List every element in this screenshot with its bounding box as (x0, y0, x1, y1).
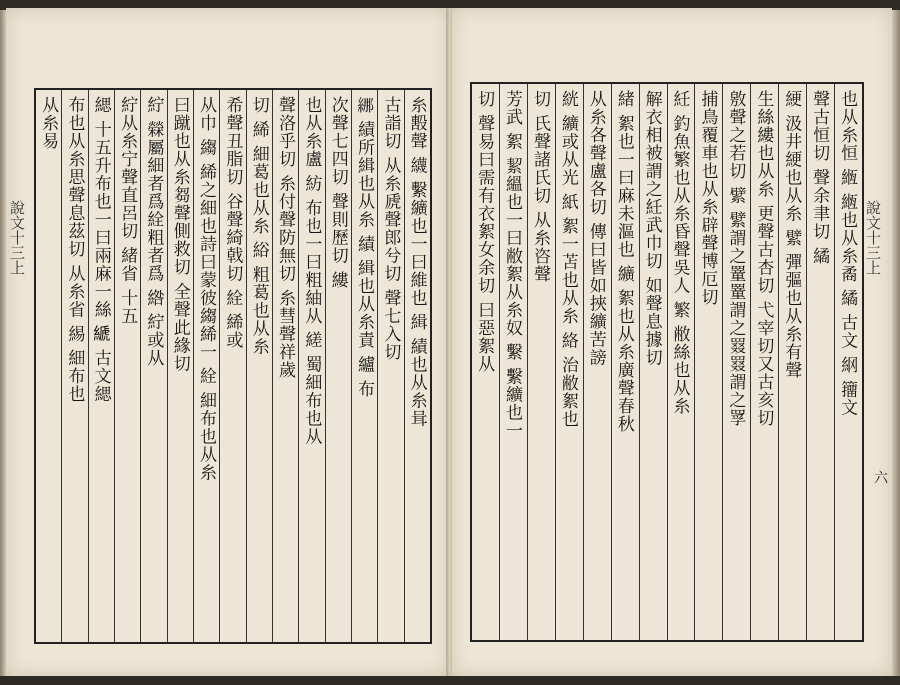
column-text: 也从糸盧 紡 布也一曰粗紬从 縒 蜀細布也从 (301, 96, 322, 446)
column-text: 綆 汲井綆也从糸 繴 彈彄也从糸有聲 (781, 90, 802, 380)
text-column (167, 90, 193, 642)
text-column (834, 84, 862, 640)
text-column (351, 90, 377, 642)
column-text: 紵从糸宁聲直呂切 緒省 十五 (117, 96, 138, 325)
text-column (639, 84, 667, 640)
column-text: 捕鳥覆車也从糸辟聲博厄切 (697, 90, 718, 306)
text-column (114, 90, 140, 642)
column-text: 絖 纊或从光 紙 絮一苫也从糸 絡 治敝絮也 (557, 90, 578, 429)
text-column (611, 84, 639, 640)
column-text: 切 絺 細葛也从糸 綌 粗葛也从糸 (248, 96, 269, 356)
left-columns (36, 90, 430, 642)
text-column (61, 90, 87, 642)
book-edge-right (892, 10, 900, 676)
column-text: 紝 釣魚繁也从糸昏聲吳人 繁 敝絲也从糸 (669, 90, 690, 416)
column-text: 緒 絮也一曰麻未漚也 纊 絮也从糸廣聲春秋 (613, 90, 634, 434)
text-column (555, 84, 583, 640)
column-text: 𦀨 績所緝也从糸 績 緝也从糸責 纑 布 (354, 96, 375, 399)
column-text: 解衣相被謂之紝武巾切 如聲息據切 (641, 90, 662, 367)
column-text: 曰蹴也从糸芻聲側救切 全聲此緣切 (169, 96, 190, 373)
column-text: 紵 檾屬細者爲絟粗者爲 綹 紵或从 (143, 96, 164, 368)
left-margin-label: 說文十三上 (8, 200, 26, 275)
text-column (88, 90, 114, 642)
text-column (472, 84, 499, 640)
text-column (750, 84, 778, 640)
column-text: 生絲縷也从糸 更聲古杏切 弋宰切又古亥切 (753, 90, 774, 427)
text-column (193, 90, 219, 642)
column-text: 希聲丑脂切 谷聲綺戟切 絟 絺或 (222, 96, 243, 350)
right-columns (472, 84, 862, 640)
column-text: 聲古恒切 聲余聿切 繘 (809, 90, 830, 265)
column-text: 古詣切 从糸虒聲郎兮切 聲七入切 (380, 96, 401, 361)
column-text: 切 氏聲諸氏切 从糸咨聲 (529, 90, 550, 283)
column-text: 聲洛乎切 糸付聲防無切 糸彗聲祥歲 (275, 96, 296, 379)
text-column (694, 84, 722, 640)
text-column (778, 84, 806, 640)
text-column (298, 90, 324, 642)
text-column (140, 90, 166, 642)
column-text: 糸毄聲 䌩 繫纊也一曰維也 緝 績也从糸咠 (406, 96, 427, 428)
text-column (246, 90, 272, 642)
text-column (272, 90, 298, 642)
column-text: 也从糸恒 緪 緪也从糸矞 繘 古文 䋄 籒文 (837, 90, 858, 417)
left-text-frame (34, 88, 432, 644)
column-text: 从巾 縐 絺之細也詩曰蒙彼縐絺一 絟 細布也从糸 (196, 96, 217, 482)
column-text: 从糸易 (38, 96, 59, 150)
text-column (36, 90, 61, 642)
text-column (527, 84, 555, 640)
text-column (667, 84, 695, 640)
text-column (806, 84, 834, 640)
column-text: 芳武 絮 絜縕也一曰敝絮从糸奴 繫 繫纊也一 (502, 90, 523, 440)
text-column (583, 84, 611, 640)
text-column (722, 84, 750, 640)
column-text: 次聲七四切 聲則歷切 縷 (327, 96, 348, 289)
text-column (325, 90, 351, 642)
text-column (219, 90, 245, 642)
column-text: 切 聲易曰需有衣絮女余切 曰惡絮从 (474, 90, 495, 373)
right-text-frame (470, 82, 864, 642)
right-margin-label: 說文十三上 (864, 200, 882, 275)
text-column (404, 90, 430, 642)
page-number: 六 (872, 470, 888, 484)
column-text: 从糸各聲盧各切 傳曰皆如挾纊苦謗 (585, 90, 606, 367)
column-text: 緦 十五升布也一曰兩麻一絲 𦃇 古文緦 (90, 96, 111, 404)
text-column (499, 84, 527, 640)
text-column (377, 90, 403, 642)
column-text: 敫聲之若切 繴 繴謂之罿罿謂之罬罬謂之罦 (725, 90, 746, 427)
column-text: 布也从糸思聲息茲切 从糸省 緆 細布也 (64, 96, 85, 404)
